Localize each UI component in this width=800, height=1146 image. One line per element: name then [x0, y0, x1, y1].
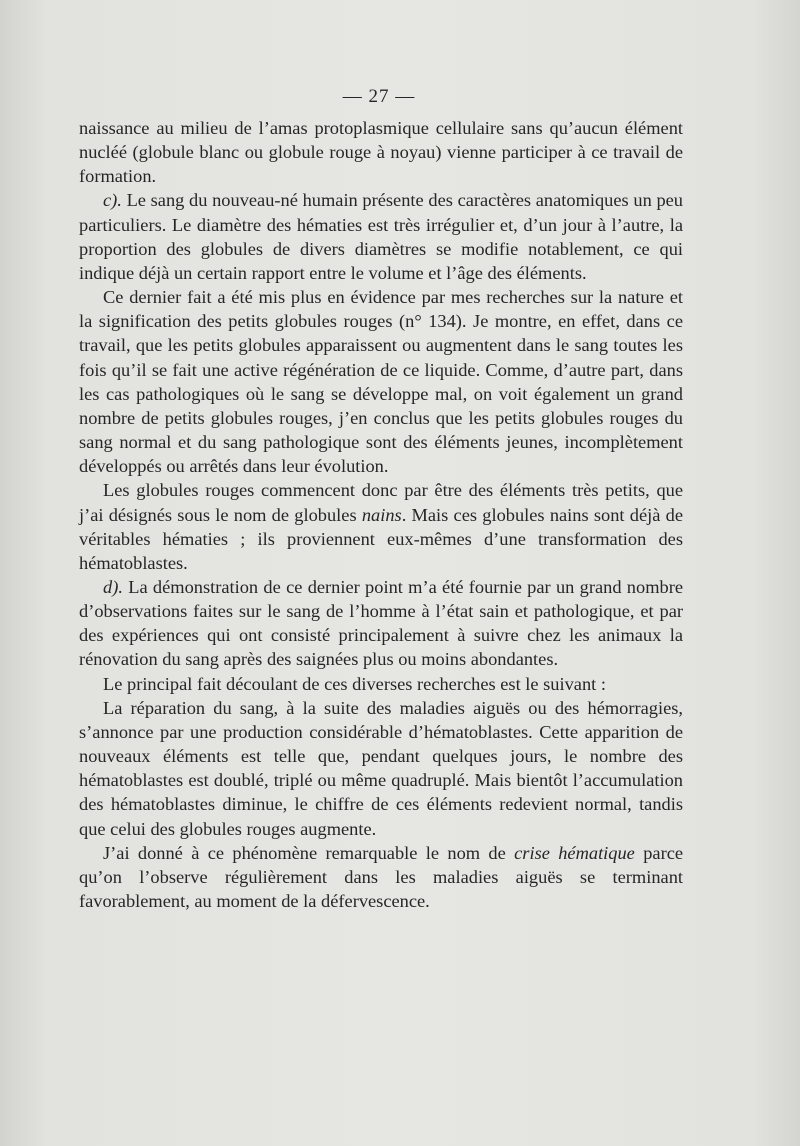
paragraph-text: Le principal fait découlant de ces diverses recherches est le suivant : — [103, 673, 606, 694]
emphasis: nains — [361, 504, 402, 525]
paragraph — [79, 696, 683, 841]
section-marker: d). — [103, 576, 123, 597]
paragraph-text: . Mais ces globules nains sont déjà de véritables hématies ; ils proviennent eux-mêmes d’une transformation des hématoblastes. — [79, 504, 683, 573]
paragraph — [79, 672, 683, 696]
paragraph-text: Le sang du nouveau-né humain présente des caractères anatomiques un peu particuliers. Le diamètre des hématies est très irrégulier et, d’un jour à l’autre, la proportion des globules de divers diamètres se modifie notablement, ce qui indique déjà un certain rapport entre le volume et l’âge des éléments. — [79, 190, 683, 283]
paragraph-text: La démonstration de ce dernier point m’a été fournie par un grand nombre d’observations faites sur le sang de l’homme à l’état sain et pathologique, et par des expériences qui ont consisté principalement à suivre chez les animaux la rénovation du sang après des saignées plus ou moins abondantes. — [79, 576, 683, 670]
section-marker: c). — [103, 190, 122, 211]
paragraph-text: parce qu’on l’observe régulièrement dans les maladies aiguës se terminant favorablement, au moment de la défervescence. — [79, 842, 684, 911]
emphasis: crise hématique — [514, 842, 635, 863]
paragraph — [79, 285, 683, 478]
paragraph — [79, 841, 683, 913]
paragraph-text: Les globules rouges commencent donc par être des éléments très petits, que j’ai désignés sous le nom de globules — [79, 480, 683, 525]
paragraph-text: J’ai donné à ce phénomène remarquable le nom de — [103, 842, 515, 863]
paragraph — [79, 478, 683, 575]
paragraph — [79, 116, 683, 188]
paragraph-text: naissance au milieu de l’amas protoplasmique cellulaire sans qu’aucun élément nucléé (globule blanc ou globule rouge à noyau) vienne participer à ce travail de formation. — [79, 118, 683, 187]
paragraph-text: Ce dernier fait a été mis plus en évidence par mes recherches sur la nature et la signification des petits globules rouges (n° 134). Je montre, en effet, dans ce travail, que les petits globules apparaissent ou augmentent dans le sang toutes les fois qu’il se fait une active régénération de ce liquide. Comme, d’autre part, dans les cas pathologiques où le sang se développe mal, on voit également un grand nombre de petits globules rouges, j’en conclus que les petits globules rouges du sang normal et du sang pathologique sont des éléments jeunes, incomplètement développés ou arrêtés dans leur évolution. — [79, 287, 683, 477]
paragraph — [79, 575, 683, 672]
page-number: — 27 — — [342, 86, 416, 107]
paragraph — [79, 188, 683, 285]
body-text — [79, 116, 683, 913]
paragraph-text: La réparation du sang, à la suite des maladies aiguës ou des hémorragies, s’annonce par une production considérable d’hématoblastes. Cette apparition de nouveaux éléments est telle que, pendant quelques jours, le nombre des hématoblastes est doublé, triplé ou même quadruplé. Mais bientôt l’accumulation des hématoblastes diminue, le chiffre de ces éléments redevient normal, tandis que celui des globules rouges augmente. — [79, 697, 683, 839]
